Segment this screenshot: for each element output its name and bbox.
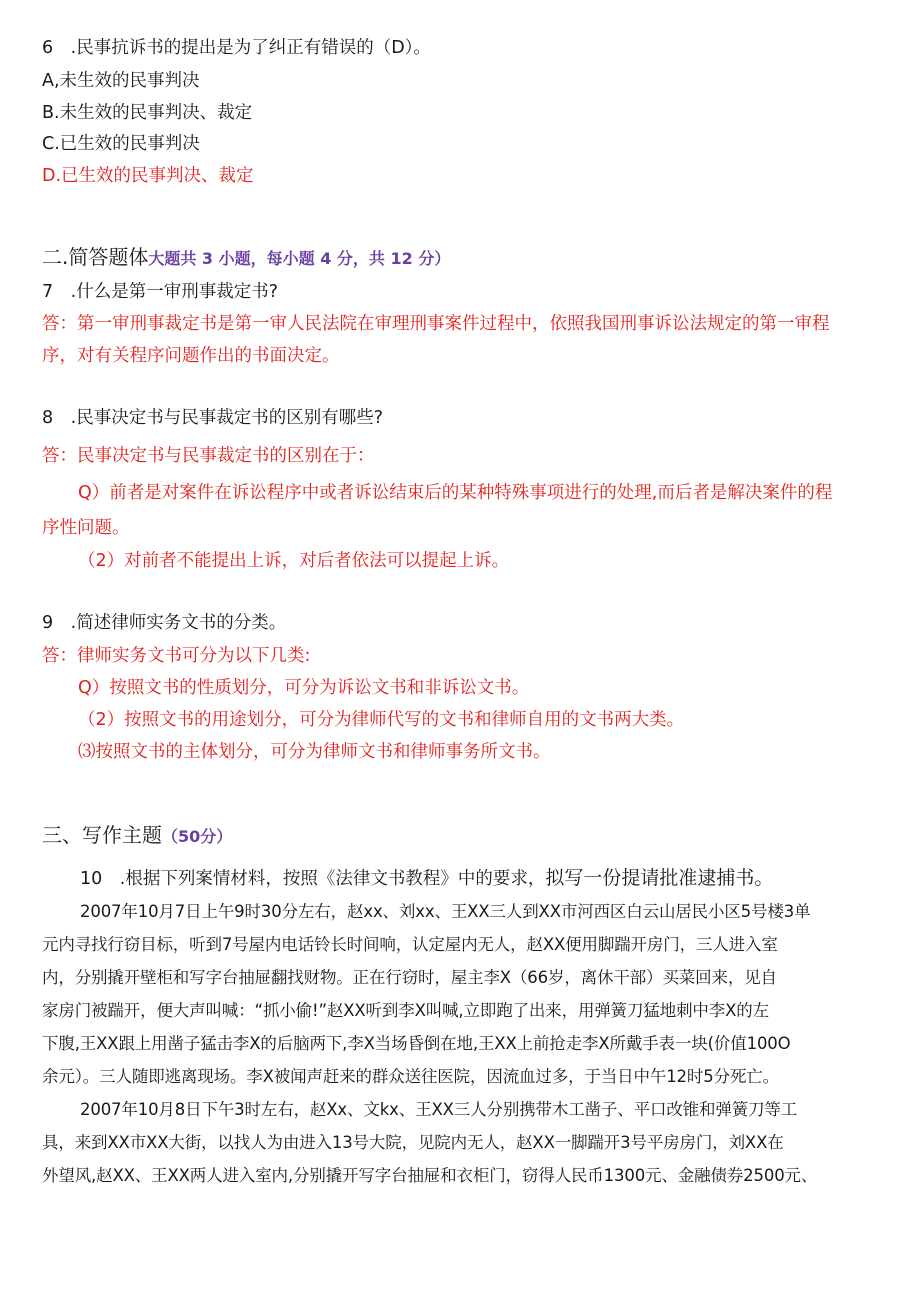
q9-point-3: ⑶按照文书的主体划分，可分为律师文书和律师事务所文书。 xyxy=(78,742,551,762)
q6-question: 6 .民事抗诉书的提出是为了纠正有错误的（D）。 xyxy=(42,38,431,58)
q10-para1-line: 元内寻找行窃目标，听到7号屋内电话铃长时间响，认定屋内无人，赵XX便用脚踹开房门，三人进入室 xyxy=(42,935,778,954)
q9-question: 9 .简述律师实务文书的分类。 xyxy=(42,613,287,633)
q8-point-1a: Q）前者是对案件在诉讼程序中或者诉讼结束后的某种特殊事项进行的处理,而后者是解决案件的程 xyxy=(78,483,833,503)
q6-option-b: B.未生效的民事判决、裁定 xyxy=(42,103,253,123)
q8-point-1b: 序性问题。 xyxy=(42,518,130,538)
q9-answer-intro: 答：律师实务文书可分为以下几类: xyxy=(42,646,311,666)
section3-heading xyxy=(42,823,232,849)
q10-para1-line: 下腹,王XX跟上用凿子猛击李X的后脑两下,李X当场昏倒在地,王XX上前抢走李X所戴手表一块(价值100O xyxy=(42,1034,791,1053)
section3-title: 三、写作主题 xyxy=(42,823,162,847)
q9-point-1: Q）按照文书的性质划分，可分为诉讼文书和非诉讼文书。 xyxy=(78,678,530,698)
q10-para1-line: 余元）。三人随即逃离现场。李X被闻声赶来的群众送往医院，因流血过多，于当日中午12时5分死亡。 xyxy=(42,1067,779,1086)
q9-point-2: （2）按照文书的用途划分，可分为律师代写的文书和律师自用的文书两大类。 xyxy=(78,710,685,730)
q10-question xyxy=(80,866,773,891)
q6-option-c: C.已生效的民事判决 xyxy=(42,134,200,154)
section2-heading xyxy=(42,245,450,271)
q10-para1-line: 内，分别撬开壁柜和写字台抽屉翻找财物。正在行窃时，屋主李X（66岁，离休干部）买菜回来，见自 xyxy=(42,968,777,987)
q10-question-part1: 10 .根据下列案情材料，按照《法律文书教程》中的要求， xyxy=(80,869,546,889)
section2-score-note: 大题共 3 小题，每小题 4 分，共 12 分） xyxy=(148,249,451,268)
q10-para2-line: 外望风,赵XX、王XX两人进入室内,分别撬开写字台抽屉和衣柜门，窃得人民币1300元、金融债券2500元、 xyxy=(42,1166,818,1185)
q10-para2-line: 2007年10月8日下午3时左右，赵Xx、文kx、王XX三人分别携带木工凿子、平口改锥和弹簧刀等工 xyxy=(80,1100,798,1119)
section3-score: （50分） xyxy=(162,827,233,846)
q8-answer-intro: 答：民事决定书与民事裁定书的区别在于： xyxy=(42,446,375,466)
q7-answer-line-2: 序，对有关程序问题作出的书面决定。 xyxy=(42,346,340,366)
section2-title: 二.简答题体 xyxy=(42,245,149,269)
q10-question-part2: 拟写一份提请批准逮捕书。 xyxy=(545,867,774,889)
q10-para1-line: 2007年10月7日上午9时30分左右，赵xx、刘xx、王XX三人到XX市河西区白云山居民小区5号楼3单 xyxy=(80,902,811,921)
q6-option-a: A,未生效的民事判决 xyxy=(42,71,200,91)
q8-point-2: （2）对前者不能提出上诉，对后者依法可以提起上诉。 xyxy=(78,551,510,571)
q8-question: 8 .民事决定书与民事裁定书的区别有哪些? xyxy=(42,408,383,428)
q10-para2-line: 具，来到XX市XX大街，以找人为由进入13号大院，见院内无人，赵XX一脚踹开3号平房房门，刘XX在 xyxy=(42,1133,784,1152)
q7-question: 7 .什么是第一审刑事裁定书? xyxy=(42,282,278,302)
q10-para1-line: 家房门被踹开，便大声叫喊：“抓小偷!”赵XX听到李X叫喊,立即跑了出来，用弹簧刀猛地刺中李X的左 xyxy=(42,1001,769,1020)
q7-answer-line-1: 答：第一审刑事裁定书是第一审人民法院在审理刑事案件过程中，依照我国刑事诉讼法规定的第一审程 xyxy=(42,314,830,334)
q6-option-d-correct: D.已生效的民事判决、裁定 xyxy=(42,166,254,186)
